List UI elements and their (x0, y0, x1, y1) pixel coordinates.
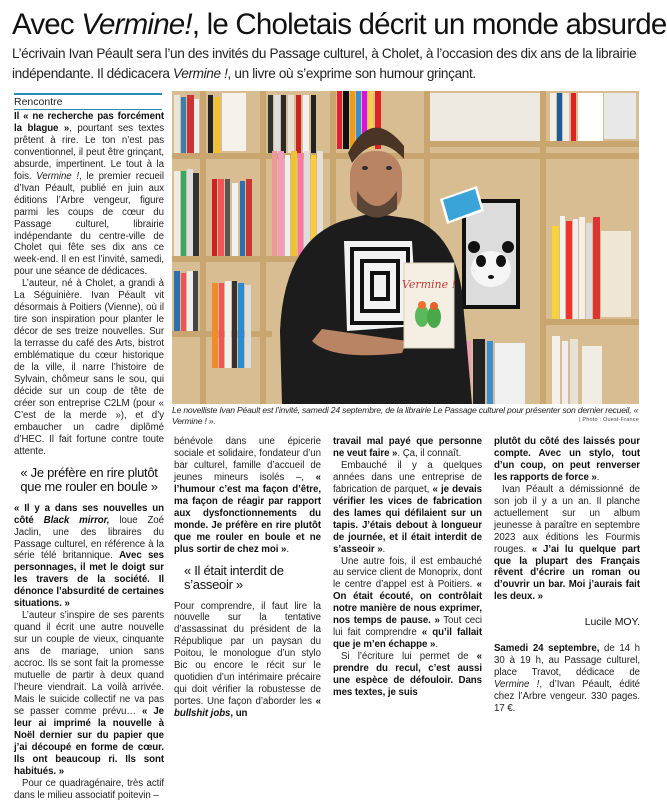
photo-illustration (172, 91, 639, 404)
bold-quote: Avec ses personnages, il met le doigt sur les travers de la société. Il dénonce l’absurdité de certaines situations. » (14, 550, 164, 610)
paragraph (174, 601, 321, 721)
paragraph (333, 556, 482, 652)
practical-info (494, 643, 640, 715)
standfirst-book-title: Vermine ! (173, 66, 228, 81)
text: bénévole dans une épicerie sociale et solidaire, fondateur d’un bar culturel, famille d’accueil de jeunes mineurs isolés –, (174, 436, 321, 483)
paragraph (333, 651, 482, 699)
bold-quote: « qu’il fallait que je m’en échappe » (333, 627, 482, 651)
bold-quote: Il « ne recherche pas forcément la blague » (14, 111, 164, 134)
article-column-4 (494, 436, 640, 715)
book-vermine-cover (402, 263, 456, 348)
paragraph (333, 460, 482, 556)
bold-quote: « je devais vérifier les vices de fabrication des lames qui défilaient sur un tapis. J’étais debout à longueur de journée, et il était interdit de s’asseoir » (333, 483, 482, 555)
show-title: Black mirror, (43, 514, 110, 526)
text: Embauché il y a quelques années dans une entreprise de fabrication de parquet, (333, 459, 482, 495)
rubric-accent-bar (14, 93, 162, 95)
italic-term: bullshit jobs (174, 708, 231, 720)
bold-quote: « J’ai lu quelque part que la plupart des Français rêvent d’écrire un roman ou d’ouvrir un bar. Moi j’aurais fait les deux. » (494, 543, 641, 603)
text: . (382, 543, 386, 555)
text: . (286, 543, 289, 555)
rubric-divider (14, 109, 162, 110)
photo-credit: | Photo : Ouest-France (579, 417, 639, 423)
headline-book-title: Vermine! (81, 8, 192, 41)
paragraph: Pour ce quadragénaire, très actif dans le milieu associatif poitevin – (14, 777, 164, 801)
text: L’auteur s’inspire de ses parents quand il écrit une autre nouvelle sur un couple de vieux, cinquante ans de mariage, union sans accroc. Ils se sont fait la promesse mutuelle de partir à deux quand l’heure viendrait. La voilà arrivée. Mais le suicide collectif ne va pas se passer comme prévu… (14, 610, 164, 717)
text: . (435, 639, 438, 651)
bold-quote: « (315, 696, 321, 708)
headline-text: Avec (12, 8, 82, 41)
bold-quote: , un (230, 708, 248, 720)
standfirst-text-end: , un livre où s’exprime son humour grinçant. (227, 66, 476, 81)
article-column-1 (14, 111, 164, 801)
bold-quote: « On était écouté, on contrôlait notre manière de nous exprimer, nos temps de pause. » (333, 579, 482, 627)
book-cover-title: Vermine ! (401, 278, 457, 291)
paragraph (14, 610, 164, 777)
subheading: « Je préfère en rire plutôt que me rouler en boule » (20, 464, 158, 495)
text: Une autre fois, il est embauché au service client de Monoprix, dont le centre d’appel est à Poitiers. (333, 555, 482, 591)
text: Si l’écriture lui permet de (341, 651, 477, 663)
article-column-2 (174, 436, 321, 720)
standfirst-text: L’écrivain Ivan Péault sera l’un des invités du Passage culturel, à Cholet, à l’occasion des dix ans de la librairie indépendante. Il dédicacera (12, 46, 637, 81)
text: , le premier recueil d’Ivan Péault, publié en juin aux éditions l’Arbre vengeur, figure parmi les coups de cœur du Passage culturel, librairie indépendante du centre-ville de Cholet qui fête ses dix ans ce week-end. Il en est l’invité, samedi, pour une séance de dédicaces. (14, 170, 164, 278)
paragraph (494, 484, 640, 604)
headline-text-end: , le Choletais décrit un monde absurde (191, 8, 667, 41)
author-signature: Lucile MOY. (584, 616, 640, 629)
text: . (596, 471, 600, 483)
rubric-label: Rencontre (14, 96, 63, 108)
text: Pour comprendre, il faut lire la nouvelle sur la tentative d’assassinat du président de la République par un paysan du Poitou, le monologue d’un stylo Bic ou encore le récit sur le quotidien d’un intérimaire précaire qui doit vérifier la robustesse de portes. Une façon d’aborder les (174, 600, 321, 708)
author-photo (172, 91, 639, 404)
text: Ivan Péault a démissionné de son job il y a un an. Il planche actuellement sur un album jeunesse à paraître en septembre 2023 aux éditions les Fourmis rouges. (494, 483, 640, 555)
paragraph (14, 111, 164, 278)
paragraph (494, 436, 640, 484)
paragraph (174, 436, 321, 556)
photo-caption: Le novelliste Ivan Péault est l’invité, samedi 24 septembre, de la librairie Le Passage culturel pour présenter son dernier recueil, « Vermine ! ». (172, 405, 639, 426)
bold-quote: travail mal payé que personne ne veut faire » (333, 436, 482, 459)
article-column-3 (333, 436, 482, 699)
bold-quote: « prendre du recul, c’est aussi une espèce de défouloir. Dans mes textes, je suis (333, 651, 482, 699)
text: Tout ceci lui fait comprendre (333, 615, 483, 639)
bold-quote: « l’humour c’est ma façon d’être, ma façon de réagir par rapport aux dysfonctionnements du monde. Je préfère en rire plutôt que me rouler en boule et ne plus sortir de chez moi » (174, 471, 321, 555)
text: loue Zoé Jaclin, une des libraires du Passage culturel, en référence à la série télé britannique. (14, 514, 164, 562)
bold-quote: « Il y a dans ses nouvelles un côté (14, 502, 164, 526)
paragraph: L’auteur, né à Cholet, a grandi à La Séguinière. Ivan Péault vit désormais à Poitiers (Vienne), où il tire son inspiration pour planter le décor de ses treize nouvelles. Sur la terrasse du café des Arts, bistrot emblématique du cœur historique de la ville, il narre l’histoire de Sylvain, chômeur sans le sou, qui décide sur un coup de tête de créer son entreprise C2LM (pour « C’est de la merde »), et d’y embaucher un cadre diplômé d’HEC. Il fait fortune contre toute attente. (14, 278, 164, 457)
text: , d’Ivan Péault, édité chez l’Arbre vengeur. 330 pages. 17 €. (494, 679, 640, 715)
bold-quote: plutôt du côté des laissés pour compte. Avec un stylo, tout d’un coup, on peut renverser les rapports de force » (494, 436, 640, 483)
subheading: « Il était interdit de s’asseoir » (184, 562, 284, 593)
event-date: Samedi 24 septembre, (494, 643, 600, 655)
headline (12, 8, 667, 42)
book-title: Vermine ! (494, 679, 540, 691)
text: de 14 h 30 à 19 h, au Passage culturel, place Travot, dédicace de (494, 643, 640, 679)
paragraph (14, 503, 164, 611)
text: . Ça, il connaît. (397, 447, 462, 459)
text: , pourtant ses textes prêtent à rire. Le ton n’est pas conventionnel, il peut être grinçant, absurde, impertinent. Le tout à la fois. (14, 122, 164, 182)
standfirst (12, 44, 642, 84)
book-title: Vermine ! (36, 170, 80, 182)
paragraph (333, 436, 482, 460)
bold-quote: « Je leur ai imprimé la nouvelle à Noël dernier sur du papier que j’ai découpé en forme de cœur. Ils ont beaucoup ri. Ils sont habitués. » (14, 705, 165, 777)
